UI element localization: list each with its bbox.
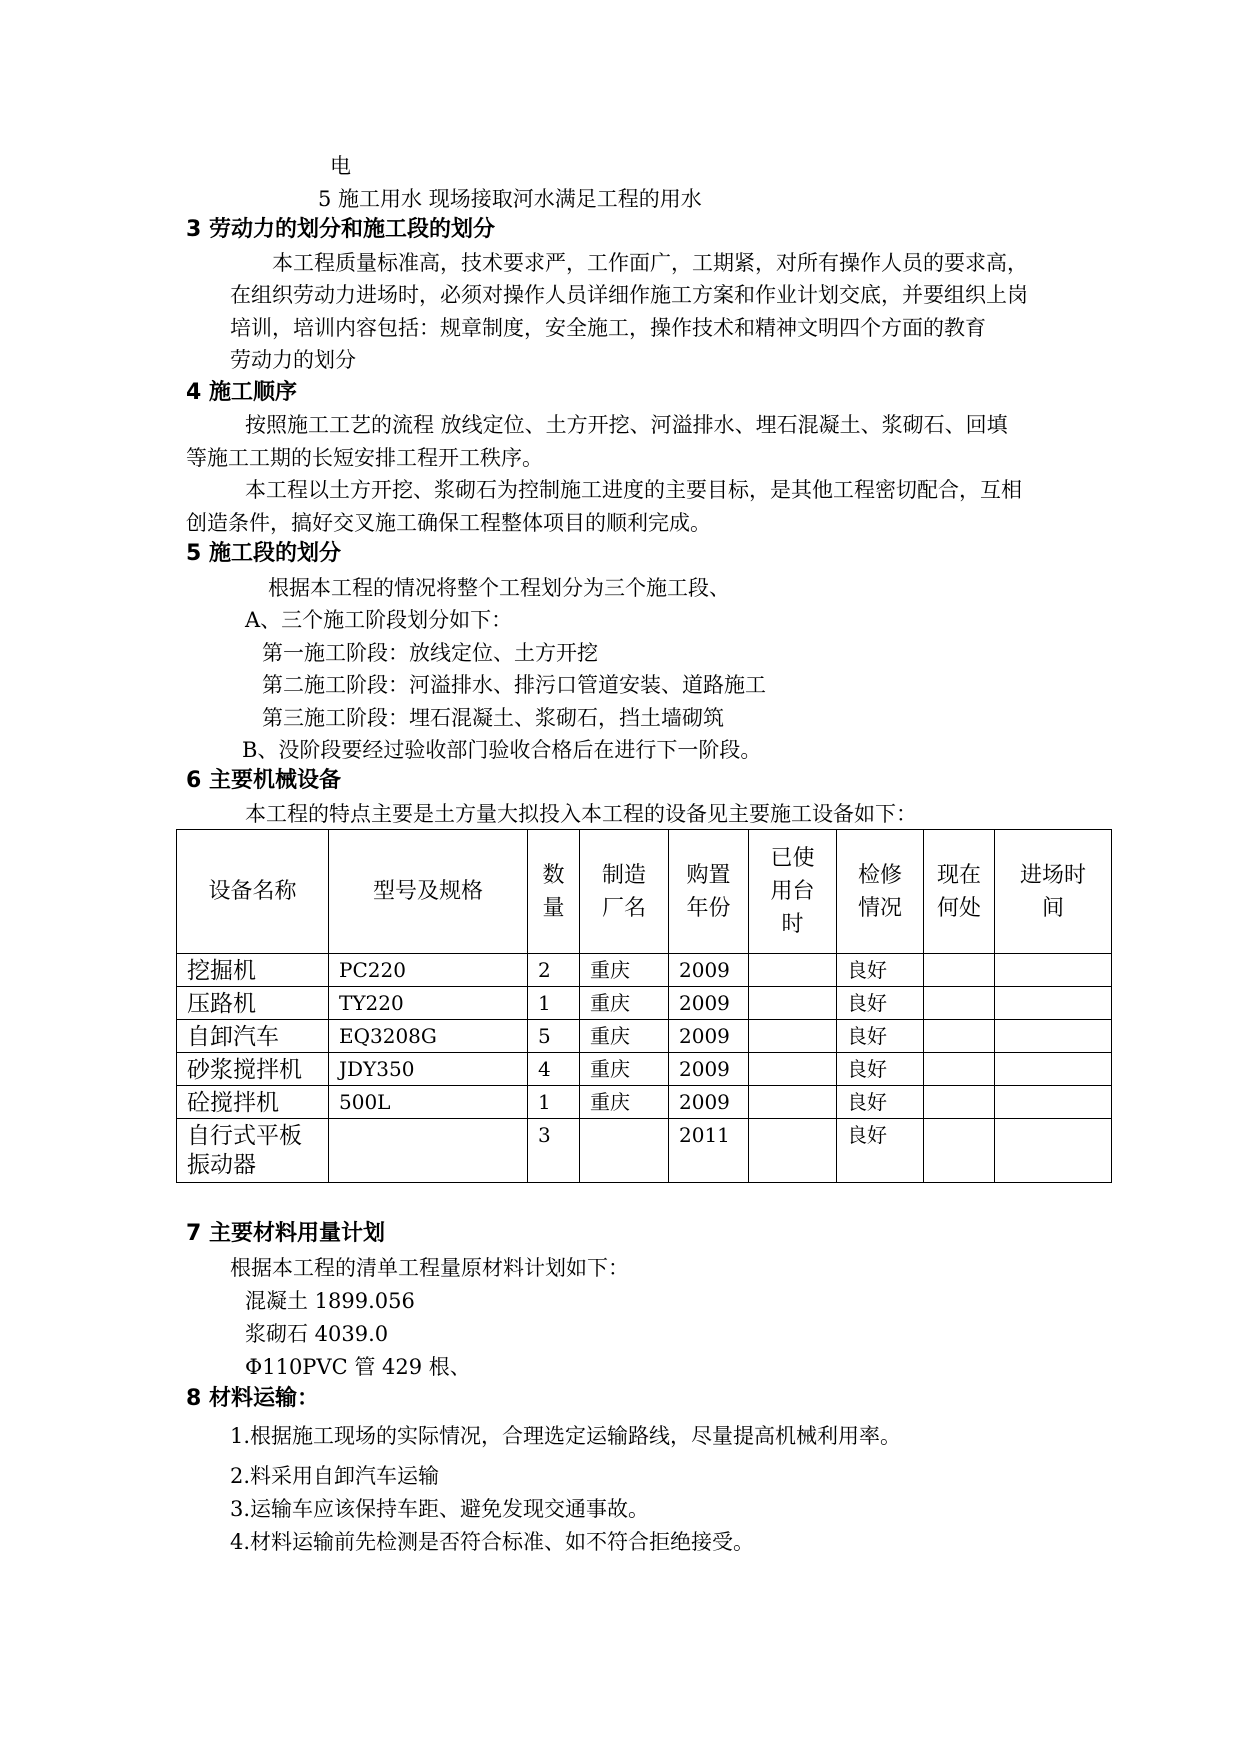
table-row [177,1086,1112,1119]
cell-qty: 5 [528,1020,580,1053]
cell-entry [995,987,1112,1020]
paragraph-line: 1.根据施工现场的实际情况，合理选定运输路线，尽量提高机械利用率。 [230,1424,902,1448]
paragraph-line: 按照施工工艺的流程 放线定位、土方开挖、河溢排水、埋石混凝土、浆砌石、回填 [245,413,1008,437]
cell-location [924,987,995,1020]
text-line: 电 [330,154,351,178]
paragraph-line: 在组织劳动力进场时，必须对操作人员详细作施工方案和作业计划交底，并要组织上岗 [230,283,1028,307]
paragraph-line: 等施工工期的长短安排工程开工秩序。 [186,446,543,470]
cell-name: 自行式平板 振动器 [177,1119,329,1183]
cell-repair: 良好 [837,1086,924,1119]
material-line: 浆砌石 4039.0 [245,1322,389,1346]
cell-model: PC220 [329,954,528,987]
table-row [177,987,1112,1020]
cell-model [329,1119,528,1183]
cell-maker: 重庆 [580,1020,669,1053]
header-used-hours: 已使 用台 时 [749,830,837,954]
cell-location [924,1119,995,1183]
water-supply-line: 5 施工用水 现场接取河水满足工程的用水 [318,187,702,211]
paragraph-line: 第一施工阶段：放线定位、土方开挖 [262,641,598,665]
cell-model: 500L [329,1086,528,1119]
paragraph-line: 第三施工阶段：埋石混凝土、浆砌石，挡土墙砌筑 [262,706,724,730]
cell-entry [995,1020,1112,1053]
cell-year: 2009 [669,1053,749,1086]
cell-year: 2011 [669,1119,749,1183]
cell-year: 2009 [669,1086,749,1119]
header-maker: 制造 厂名 [580,830,669,954]
table-header-row [177,830,1112,954]
cell-location [924,1053,995,1086]
cell-location [924,1086,995,1119]
paragraph-line: 3.运输车应该保持车距、避免发现交通事故。 [230,1497,650,1521]
header-year: 购置 年份 [669,830,749,954]
cell-used [749,1086,837,1119]
section-heading-5: 5 施工段的划分 [186,541,341,566]
cell-maker: 重庆 [580,1053,669,1086]
cell-entry [995,1119,1112,1183]
header-location: 现在 何处 [924,830,995,954]
paragraph-line: 2.料采用自卸汽车运输 [230,1464,440,1488]
cell-used [749,987,837,1020]
cell-entry [995,1053,1112,1086]
paragraph-line: 根据本工程的情况将整个工程划分为三个施工段、 [268,576,730,600]
cell-qty: 2 [528,954,580,987]
paragraph-line: 劳动力的划分 [230,348,356,372]
cell-name: 压路机 [177,987,329,1020]
cell-used [749,954,837,987]
header-model: 型号及规格 [329,830,528,954]
cell-name: 砼搅拌机 [177,1086,329,1119]
section-heading-4: 4 施工顺序 [186,380,297,405]
paragraph-line: A、三个施工阶段划分如下： [245,608,513,632]
paragraph-line: 根据本工程的清单工程量原材料计划如下： [230,1256,629,1280]
cell-maker: 重庆 [580,987,669,1020]
paragraph-line: 本工程以土方开挖、浆砌石为控制施工进度的主要目标，是其他工程密切配合，互相 [245,478,1022,502]
cell-entry [995,954,1112,987]
cell-year: 2009 [669,1020,749,1053]
section-heading-6: 6 主要机械设备 [186,768,341,793]
cell-repair: 良好 [837,1020,924,1053]
paragraph-line: 本工程质量标准高，技术要求严，工作面广，工期紧，对所有操作人员的要求高， [272,251,1028,275]
paragraph-line: 4.材料运输前先检测是否符合标准、如不符合拒绝接受。 [230,1530,755,1554]
table-row [177,1020,1112,1053]
cell-repair: 良好 [837,987,924,1020]
material-line: Φ110PVC 管 429 根、 [245,1355,471,1379]
cell-name: 挖掘机 [177,954,329,987]
paragraph-line: 培训，培训内容包括：规章制度，安全施工，操作技术和精神文明四个方面的教育 [230,316,986,340]
paragraph-line: 本工程的特点主要是土方量大拟投入本工程的设备见主要施工设备如下： [245,802,917,826]
section-heading-3: 3 劳动力的划分和施工段的划分 [186,217,495,242]
paragraph-line: B、没阶段要经过验收部门验收合格后在进行下一阶段。 [242,738,762,762]
cell-location [924,1020,995,1053]
header-entry-time: 进场时 间 [995,830,1112,954]
cell-model: TY220 [329,987,528,1020]
cell-maker: 重庆 [580,1086,669,1119]
cell-used [749,1020,837,1053]
cell-repair: 良好 [837,1119,924,1183]
cell-repair: 良好 [837,954,924,987]
cell-qty: 1 [528,1086,580,1119]
cell-name: 砂浆搅拌机 [177,1053,329,1086]
cell-used [749,1053,837,1086]
header-qty: 数 量 [528,830,580,954]
material-line: 混凝土 1899.056 [245,1289,415,1313]
cell-year: 2009 [669,987,749,1020]
cell-repair: 良好 [837,1053,924,1086]
equipment-table [176,829,1112,1183]
cell-entry [995,1086,1112,1119]
cell-location [924,954,995,987]
paragraph-line: 第二施工阶段：河溢排水、排污口管道安装、道路施工 [262,673,766,697]
cell-name: 自卸汽车 [177,1020,329,1053]
cell-year: 2009 [669,954,749,987]
section-heading-7: 7 主要材料用量计划 [186,1221,385,1246]
table-row [177,954,1112,987]
cell-model: EQ3208G [329,1020,528,1053]
cell-qty: 4 [528,1053,580,1086]
header-name: 设备名称 [177,830,329,954]
cell-model: JDY350 [329,1053,528,1086]
cell-used [749,1119,837,1183]
table-row [177,1053,1112,1086]
cell-qty: 3 [528,1119,580,1183]
cell-qty: 1 [528,987,580,1020]
section-heading-8: 8 材料运输： [186,1386,319,1411]
table-row [177,1119,1112,1183]
paragraph-line: 创造条件，搞好交叉施工确保工程整体项目的顺利完成。 [186,511,711,535]
cell-maker: 重庆 [580,954,669,987]
header-repair: 检修 情况 [837,830,924,954]
cell-maker [580,1119,669,1183]
